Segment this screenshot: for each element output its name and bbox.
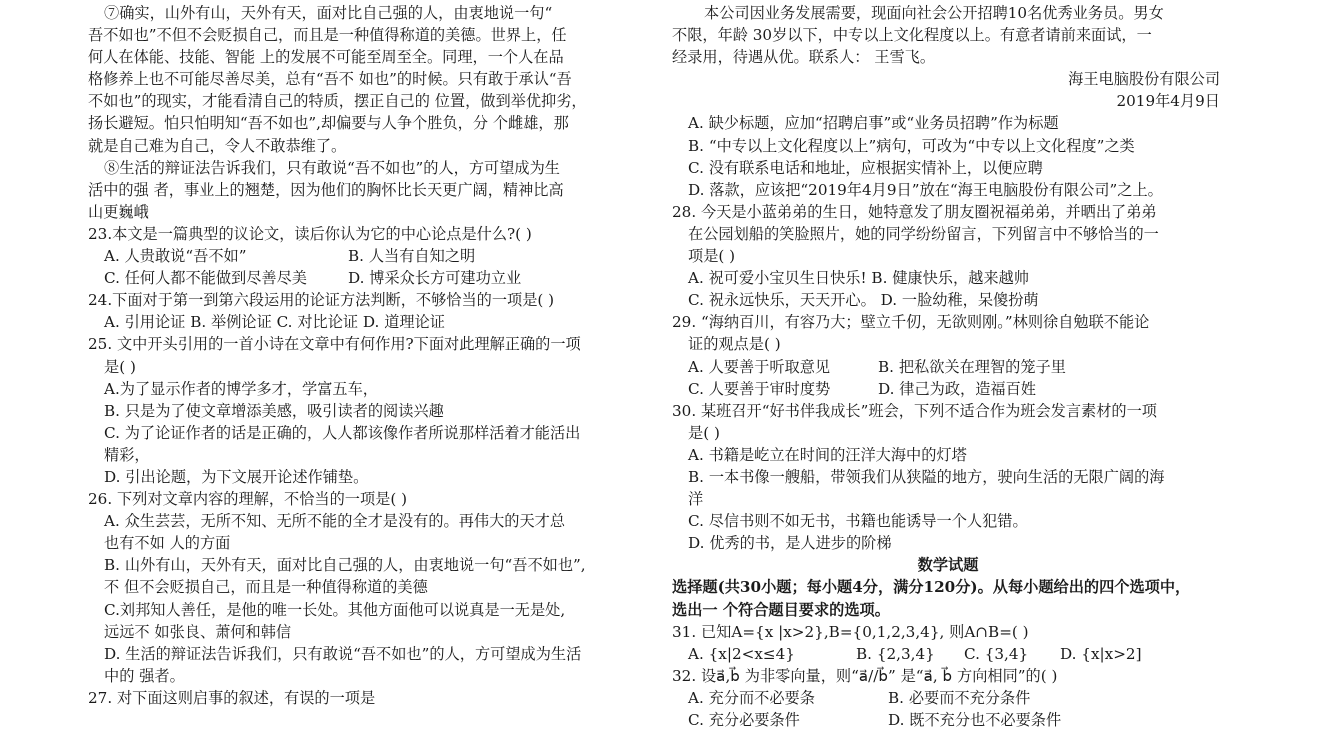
option-a: A. 人要善于听取意见 (688, 357, 831, 376)
question-32: 32. 设a⃗,b⃗ 为非零向量，则“a⃗//b⃗” 是“a⃗, b⃗ 方向相同”的( ) (672, 666, 1058, 685)
options-row: A. 引用论证 B. 举例论证 C. 对比论证 D. 道理论证 (104, 313, 445, 332)
question-23: 23.本文是一篇典型的议论文，读后你认为它的中心论点是什么?( ) (88, 224, 532, 243)
text-line: 项是( ) (688, 247, 736, 266)
notice-date: 2019年4月9日 (1116, 92, 1220, 111)
question-31: 31. 已知A={x |x>2},B={0,1,2,3,4}, 则A∩B=( ) (672, 622, 1029, 641)
text-line: ⑦确实，山外有山，天外有天，面对比自己强的人，由衷地说一句“ (104, 4, 553, 22)
text-line: 不 但不会贬损自己，而且是一种值得称道的美德 (104, 578, 428, 597)
text-line: 就是自己难为自己，令人不敢恭维了。 (88, 136, 347, 155)
options-row (672, 709, 1224, 731)
question-29: 29. “海纳百川，有容乃大；壁立千仞，无欲则刚。”林则徐自勉联不能论 (672, 313, 1150, 332)
option-d: D. {x|x>2] (1060, 644, 1142, 663)
option-c: C. 尽信书则不如无书，书籍也能诱导一个人犯错。 (688, 512, 1028, 531)
option-b: B. {2,3,4} (856, 644, 935, 663)
text-line: ⑧生活的辩证法告诉我们，只有敢说“吾不如也”的人，方可望成为生 (104, 158, 560, 177)
option-b: B. 把私欲关在理智的笼子里 (878, 357, 1066, 376)
option-d: D. 既不充分也不必要条件 (888, 711, 1062, 729)
notice-line: 不限，年龄 30岁以下，中专以上文化程度以上。有意者请前来面试，一 (672, 26, 1152, 45)
option-b: B. 人当有自知之明 (348, 247, 476, 266)
option-c: C. 任何人都不能做到尽善尽美 (104, 269, 307, 288)
option-b: B. 必要而不充分条件 (888, 688, 1031, 707)
text-line: 也有不如 人的方面 (104, 534, 231, 553)
section-instructions: 选出一 个符合题目要求的选项。 (672, 600, 890, 619)
text-line: 是( ) (688, 423, 720, 442)
text-line: 是( ) (104, 357, 136, 376)
question-24: 24.下面对于第一到第六段运用的论证方法判断，不够恰当的一项是( ) (88, 291, 555, 310)
text-line: 活中的强 者，事业上的翘楚，因为他们的胸怀比长天更广阔，精神比高 (88, 180, 564, 199)
text-line: 吾不如也”不但不会贬损自己，而且是一种值得称道的美德。世界上，任 (88, 26, 567, 45)
text-line: 山更巍峨 (88, 202, 149, 221)
notice-signature: 海王电脑股份有限公司 (1068, 70, 1220, 89)
option-b: B. 只是为了使文章增添美感，吸引读者的阅读兴趣 (104, 401, 444, 420)
section-instructions: 选择题(共30小题；每小题4分，满分120分)。从每小题给出的四个选项中， (672, 578, 1191, 597)
text-line: 何人在体能、技能、智能 上的发展不可能至周至全。同理，一个人在品 (88, 48, 564, 67)
left-column (88, 2, 640, 709)
option-a: A. 人贵敢说“吾不如” (104, 247, 247, 266)
options-row (88, 245, 640, 267)
notice-line: 经录用，待遇从优。联系人： 王雪飞。 (672, 48, 936, 67)
option-a: A.为了显示作者的博学多才，学富五车， (104, 379, 378, 398)
option-c: C. 为了论证作者的话是正确的，人人都该像作者所说那样活着才能活出 (104, 423, 581, 442)
options-row (88, 267, 640, 289)
option-d: D. 博采众长方可建功立业 (348, 269, 522, 288)
question-25: 25. 文中开头引用的一首小诗在文章中有何作用?下面对此理解正确的一项 (88, 335, 581, 354)
option-c: C. 充分必要条件 (688, 711, 800, 729)
options-row (672, 378, 1224, 400)
text-line: 不如也”的现实，才能看清自己的特质，摆正自己的 位置，做到举优抑劣， (88, 92, 587, 111)
option-d: D. 引出论题，为下文展开论述作铺垫。 (104, 467, 369, 486)
option-c: C. 没有联系电话和地址，应根据实情补上，以便应聘 (688, 158, 1043, 177)
options-row (672, 356, 1224, 378)
option-b: B. 山外有山，天外有天，面对比自己强的人，由衷地说一句“吾不如也”, (104, 556, 586, 575)
option-b: B. “中专以上文化程度以上”病句，可改为“中专以上文化程度”之类 (688, 136, 1135, 155)
text-line: 洋 (688, 490, 704, 509)
question-30: 30. 某班召开“好书伴我成长”班会，下列不适合作为班会发言素材的一项 (672, 401, 1157, 420)
option-d: D. 生活的辩证法告诉我们，只有敢说“吾不如也”的人，方可望成为生活 (104, 644, 582, 663)
option-a: A. {x|2<x≤4} (688, 644, 795, 663)
option-d: D. 律己为政，造福百姓 (878, 379, 1036, 398)
right-column (672, 2, 1224, 731)
option-a: A. 缺少标题，应加“招聘启事”或“业务员招聘”作为标题 (688, 114, 1059, 133)
question-28: 28. 今天是小蓝弟弟的生日，她特意发了朋友圈祝福弟弟，并晒出了弟弟 (672, 202, 1157, 221)
text-line: 证的观点是( ) (688, 335, 781, 354)
text-line: 扬长避短。怕只怕明知“吾不如也”,却偏要与人争个胜负，分 个雌雄，那 (88, 114, 569, 133)
question-26: 26. 下列对文章内容的理解，不恰当的一项是( ) (88, 490, 408, 509)
option-a: A. 充分而不必要条 (688, 688, 815, 707)
notice-line: 本公司因业务发展需要，现面向社会公开招聘10名优秀业务员。男女 (704, 4, 1164, 22)
text-line: 精彩， (104, 445, 150, 464)
options-row (672, 687, 1224, 709)
option-d: D. 落款，应该把“2019年4月9日”放在“海王电脑股份有限公司”之上。 (688, 180, 1163, 199)
option-d: D. 优秀的书，是人进步的阶梯 (688, 534, 892, 553)
options-row: C. 祝永远快乐，天天开心。 D. 一脸幼稚，呆傻扮萌 (688, 291, 1039, 310)
options-row: A. 祝可爱小宝贝生日快乐! B. 健康快乐，越来越帅 (688, 269, 1029, 288)
text-line: 远远不 如张良、萧何和韩信 (104, 622, 292, 641)
text-line: 在公园划船的笑脸照片，她的同学纷纷留言，下列留言中不够恰当的一 (688, 224, 1159, 243)
option-c: C. 人要善于审时度势 (688, 379, 831, 398)
option-c: C.刘邦知人善任，是他的唯一长处。其他方面他可以说真是一无是处, (104, 600, 566, 619)
option-c: C. {3,4} (964, 644, 1029, 663)
question-27: 27. 对下面这则启事的叙述，有误的一项是 (88, 688, 376, 707)
section-title: 数学试题 (917, 556, 979, 575)
option-a: A. 书籍是屹立在时间的汪洋大海中的灯塔 (688, 445, 967, 464)
option-a: A. 众生芸芸，无所不知、无所不能的全才是没有的。再伟大的天才总 (104, 512, 566, 531)
text-line: 格修养上也不可能尽善尽美，总有“吾不 如也”的时候。只有敢于承认“吾 (88, 70, 572, 89)
text-line: 中的 强者。 (104, 666, 185, 685)
options-row (672, 643, 1224, 665)
option-b: B. 一本书像一艘船，带领我们从狭隘的地方，驶向生活的无限广阔的海 (688, 467, 1165, 486)
